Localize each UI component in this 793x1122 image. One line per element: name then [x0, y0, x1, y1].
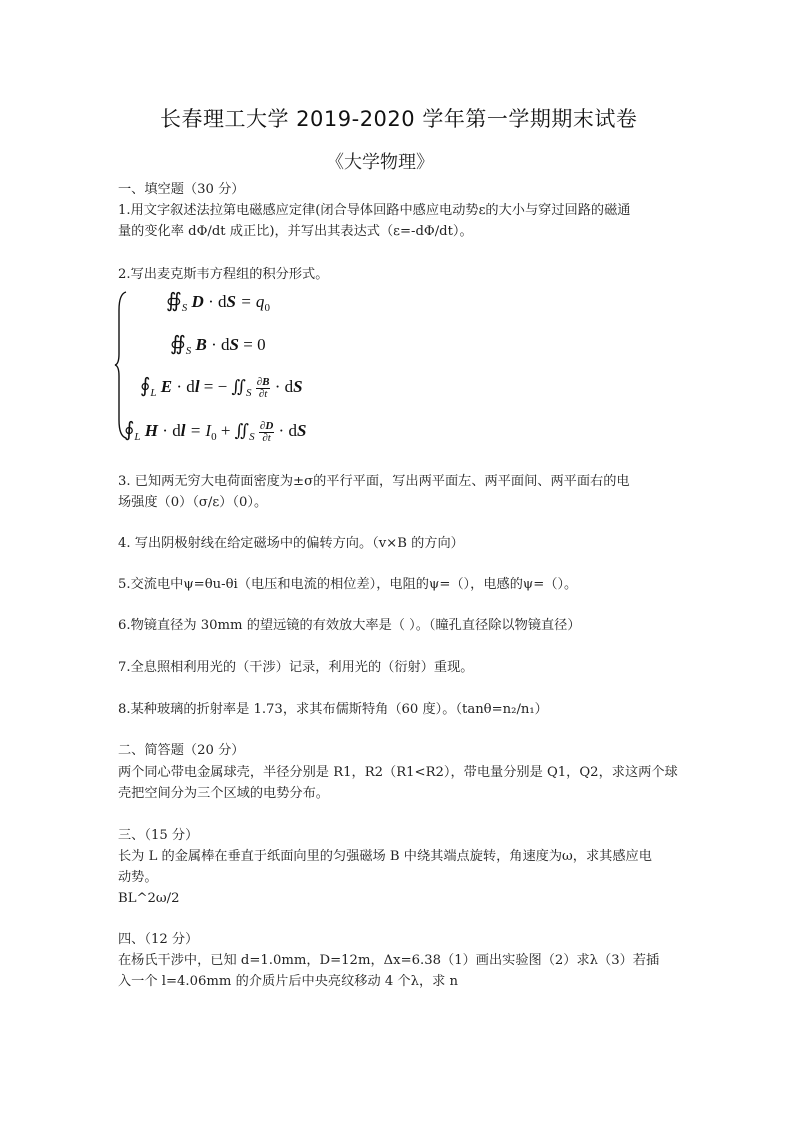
section2-text-line2: 壳把空间分为三个区域的电势分布。	[118, 786, 329, 801]
maxwell-eq-gauss-magnetic: $∯_S$ B · dS = 0	[170, 333, 266, 357]
q1-text-line1: 1.用文字叙述法拉第电磁感应定律(闭合导体回路中感应电动势ε的大小与穿过回路的磁通	[118, 203, 631, 218]
section1-heading: 一、填空题（30 分）	[118, 182, 245, 197]
q3-text-line1: 3. 已知两无穷大电荷面密度为±σ的平行平面，写出两平面左、两平面间、两平面右的电	[118, 474, 630, 489]
section4-text-line1: 在杨氏干涉中，已知 d=1.0mm，D=12m，Δx=6.38（1）画出实验图（2）求λ（3）若插	[118, 953, 660, 968]
section4-text-line2: 入一个 l=4.06mm 的介质片后中央亮纹移动 4 个λ，求 n	[118, 974, 459, 989]
section3-text-line2: 动势。	[118, 870, 158, 885]
dD-dt-fraction: $\frac{\partial D}{\partial t}$	[259, 419, 274, 444]
q3-text-line2: 场强度（0）（σ/ε）（0）。	[118, 495, 268, 510]
q4-text: 4. 写出阴极射线在给定磁场中的偏转方向。（v×B 的方向）	[118, 536, 464, 551]
maxwell-eq-gauss-electric: $∯_S$ D · dS = $q_0$	[166, 290, 270, 314]
section4-heading: 四、（12 分）	[118, 932, 199, 947]
maxwell-eq-faraday: $∮_L$ E · dl = − $∬_S$ $\frac{\partial B}{\partial t}$ · dS	[140, 375, 303, 400]
q8-text: 8.某种玻璃的折射率是 1.73，求其布儒斯特角（60 度）。（tanθ=n₂/n₁）	[118, 702, 548, 717]
dB-dt-fraction: $\frac{\partial B}{\partial t}$	[256, 375, 270, 400]
exam-title: 长春理工大学 2019-2020 学年第一学期期末试卷	[160, 107, 638, 131]
section2-text-line1: 两个同心带电金属球壳，半径分别是 R1，R2（R1<R2），带电量分别是 Q1，Q2，求这两个球	[118, 765, 678, 780]
q7-text: 7.全息照相利用光的（干涉）记录，利用光的（衍射）重现。	[118, 660, 474, 675]
section3-answer: BL^2ω/2	[118, 891, 180, 906]
q2-text: 2.写出麦克斯韦方程组的积分形式。	[118, 267, 329, 282]
q1-text-line2: 量的变化率 dΦ/dt 成正比)，并写出其表达式（ε=-dΦ/dt）。	[118, 224, 473, 239]
course-title: 《大学物理》	[326, 152, 434, 173]
q6-text: 6.物镜直径为 30mm 的望远镜的有效放大率是（ ）。（瞳孔直径除以物镜直径）	[118, 618, 581, 633]
q5-text: 5.交流电中ψ=θu-θi（电压和电流的相位差），电阻的ψ=（），电感的ψ=（）。	[118, 577, 578, 592]
maxwell-eq-ampere: $∮_L$ H · dl = $I_0$ + $∬_S$ $\frac{\partial D}{\partial t}$ · dS	[124, 419, 307, 444]
section3-text-line1: 长为 L 的金属棒在垂直于纸面向里的匀强磁场 B 中绕其端点旋转，角速度为ω，求其感应电	[118, 849, 652, 864]
section2-heading: 二、简答题（20 分）	[118, 743, 245, 758]
section3-heading: 三、（15 分）	[118, 828, 199, 843]
